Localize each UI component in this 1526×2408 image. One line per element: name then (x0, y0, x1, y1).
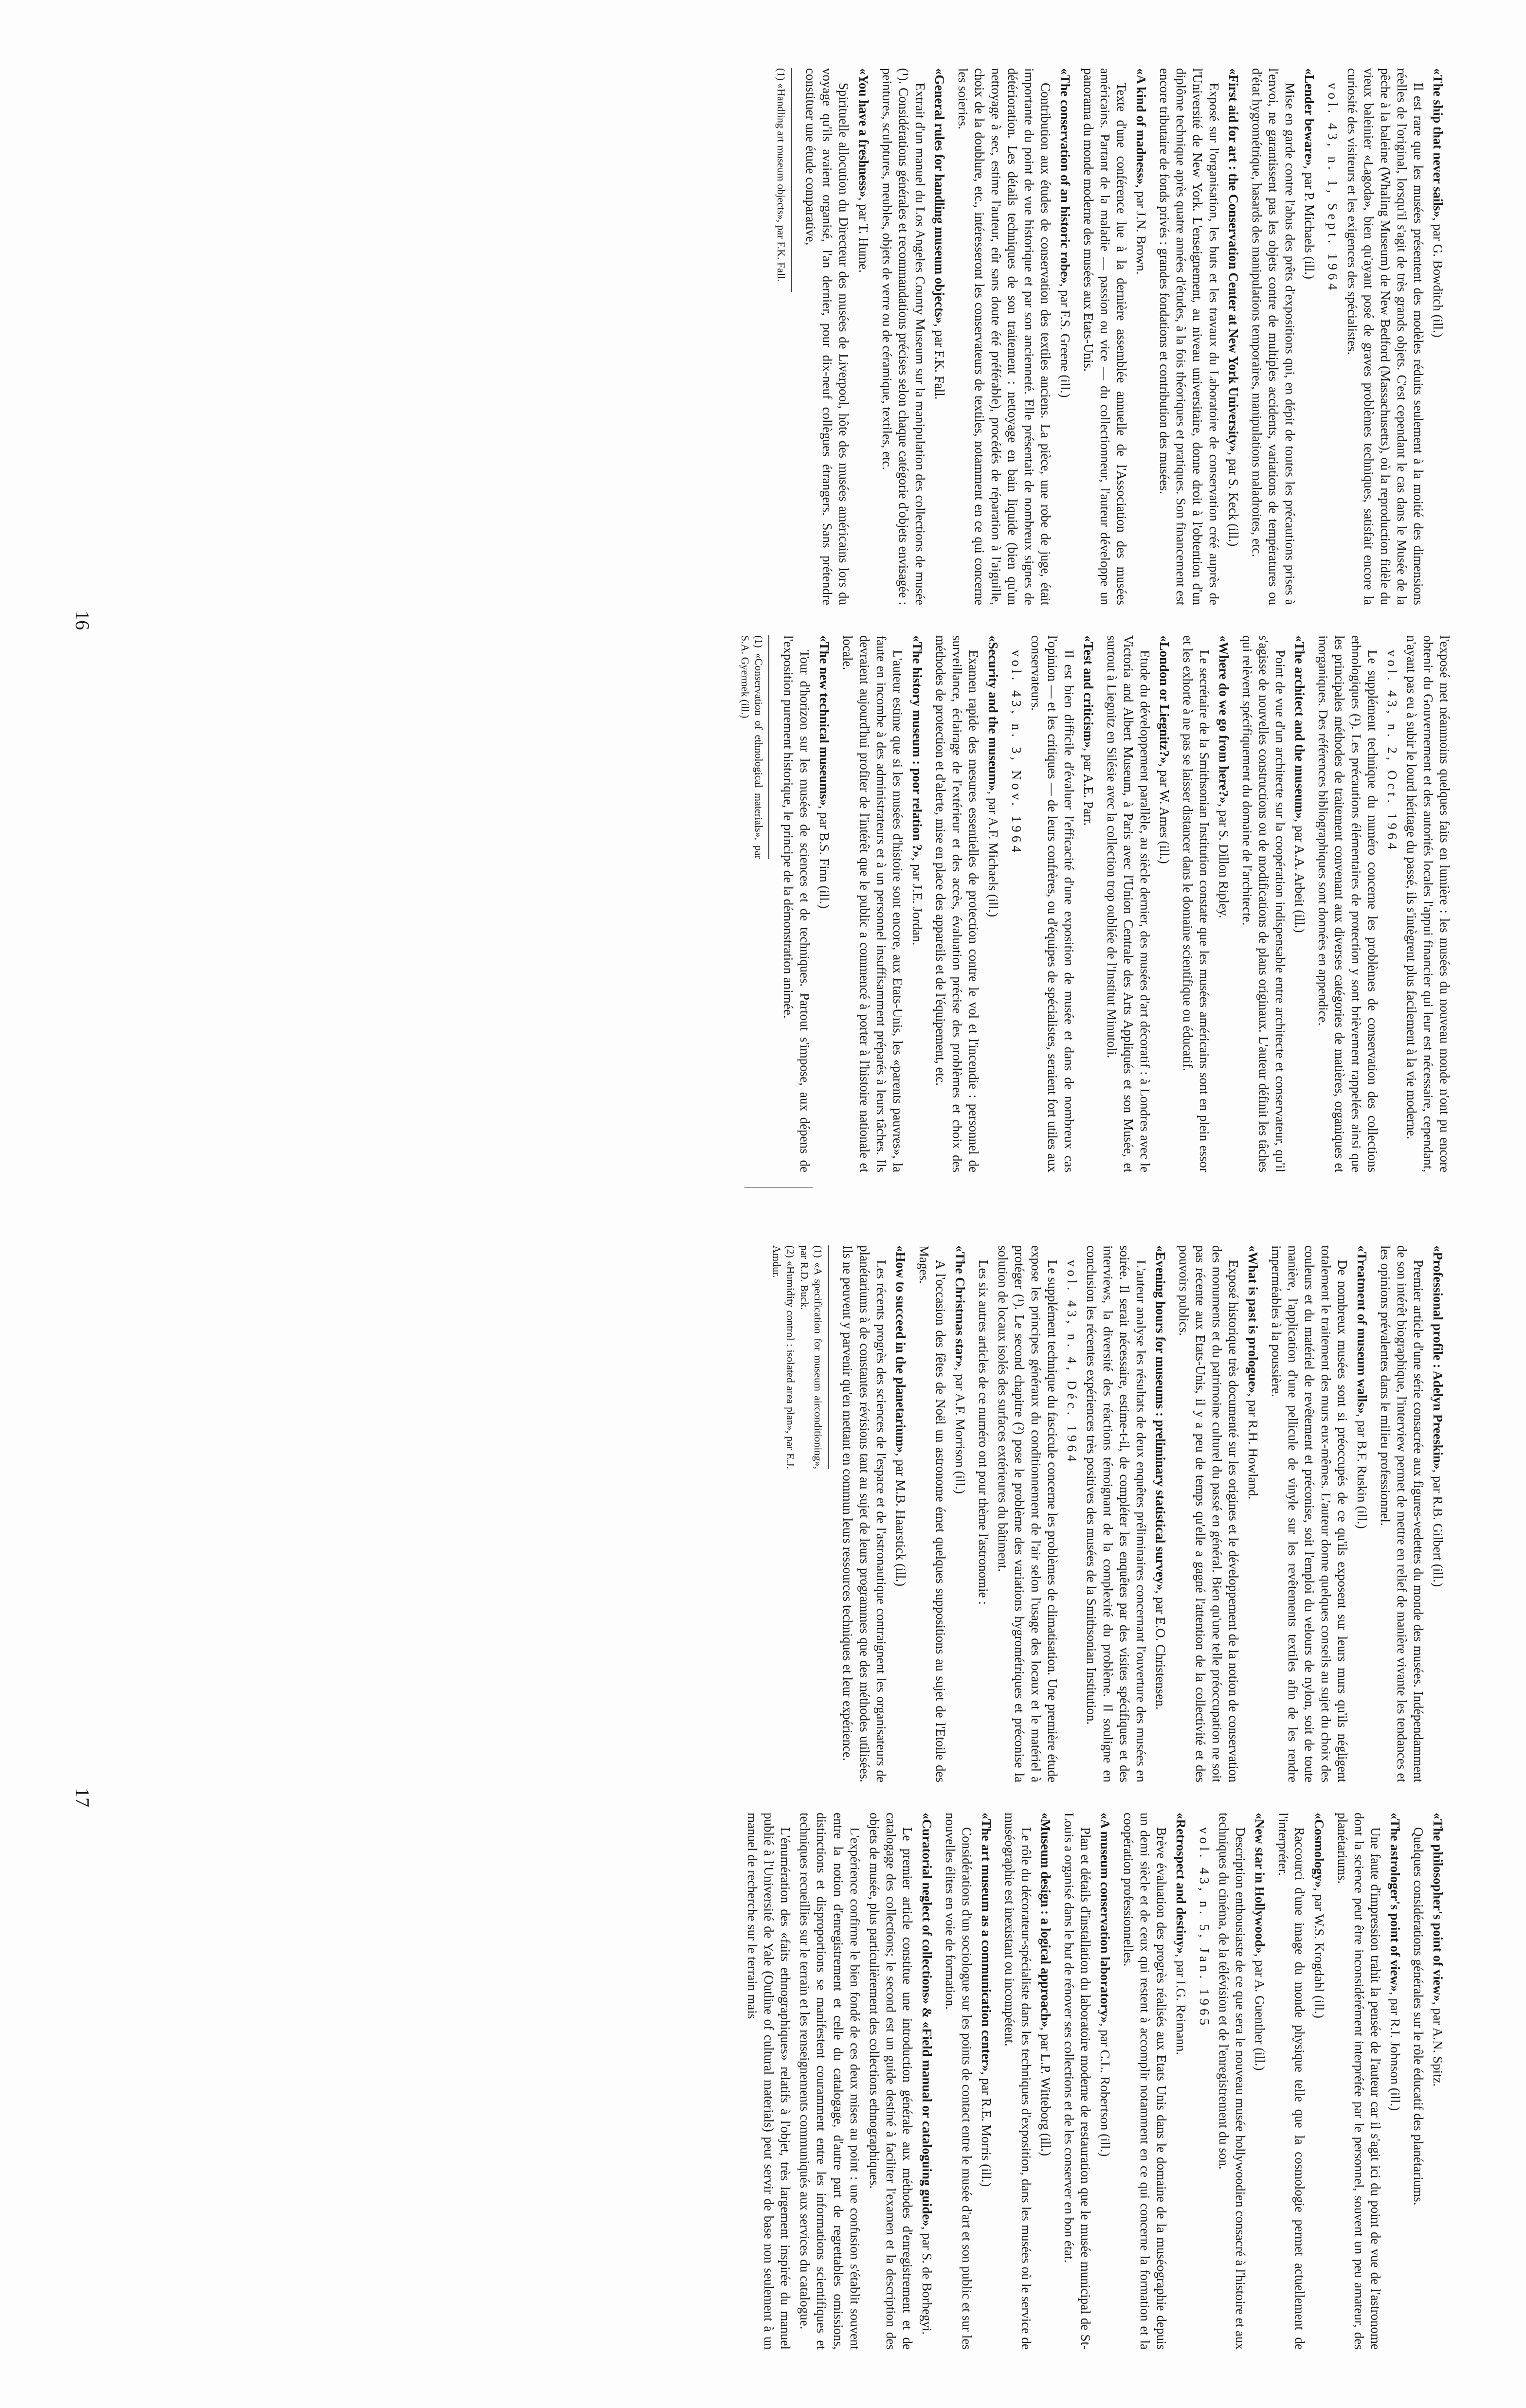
article-author: , par S. Dillon Ripley. (1216, 803, 1231, 918)
article-title: «A kind of madness» (1133, 68, 1148, 185)
summary-paragraph: Mise en garde contre l'abus des prêts d'expositions qui, en dépit de toutes les précautions prises à l'envoi, ne garantissent pas les objets contre de multiples accidents, variations de températures ou d'état hygrométrique, hasards des manipulations temporaires, manipulations maladroites, etc. (1249, 68, 1297, 605)
article-entry-heading (1156, 635, 1173, 1172)
footnote (738, 635, 769, 859)
summary-paragraph: Exposé historique très documenté sur les origines et le développement de la notion de conservation des monuments et du patrimoine culturel du passé en général. Bien qu'une telle préoccupation ne soit pas récente aux Etats-Unis, il y a peu de temps qu'elle a gagné l'attention de la collectivité et des pouvoirs publics. (1176, 1245, 1241, 1782)
article-title: «General rules for handling museum objects» (932, 68, 947, 324)
page-number-left: 16 (72, 611, 93, 630)
summary-paragraph: L'auteur estime que si les musées d'histoire sont encore, aux Etats-Unis, les «parents pauvres», la faute en incombe à des administrateurs et à un personnel insuffisamment préparés à leurs tâches. Ils devraient aujourd'hui profiter de l'intérêt que le public a commencé à porter à l'histoire nationale et locale. (840, 635, 905, 1172)
article-title: «Treatment of museum walls» (1354, 1245, 1369, 1414)
article-author: , par A.F. Morrison (ill.) (952, 1367, 967, 1494)
issue-heading: vol. 43, n. 5, Jan. 1965 (1197, 1827, 1212, 2029)
summary-paragraph: Les six autres articles de ce numéro ont pour thème l'astronomie : (976, 1260, 991, 1605)
summary-paragraph: Quelques considérations générales sur le rôle éducatif des planétariums. (1411, 1827, 1426, 2206)
article-title: «Cosmology» (1311, 1813, 1326, 1888)
footnote (774, 68, 792, 292)
article-entry-heading (1080, 635, 1097, 1172)
article-author: , par W.S. Krogdahl (ill.) (1311, 1887, 1326, 2018)
article-author: , par T. Hume. (856, 197, 871, 273)
article-title: «A museum conservation laboratory» (1097, 1813, 1112, 2023)
issue-heading: vol. 43, n. 1, Sept. 1964 (1325, 83, 1340, 294)
summary-paragraph: Une faute d'impression trahit la pensée de l'auteur car il s'agit ici du point de vue de l'astronome dont la science peut être inconsidérément interprétée par le personnel, souvent un peu amateur, des planétariums. (1335, 1813, 1383, 2350)
summary-paragraph: Le premier article constitue une introduction générale aux méthodes d'enregistrement et de catalogage des collections; le second est un guide destiné à faciliter l'examen et la description des objets de musée, plus particulièrement des collections ethnographiques. (867, 1813, 915, 2350)
article-entry-heading (892, 1245, 909, 1782)
article-author: , par R.H. Howland. (1245, 1393, 1260, 1500)
article-author: , par L.P. Witteborg (ill.) (1038, 2027, 1053, 2156)
article-entry-heading (1057, 68, 1073, 605)
article-entry-heading (1216, 635, 1232, 1172)
article-author: , par E.O. Christensen. (1153, 1590, 1168, 1710)
article-author: , par F.K. Fall. (932, 323, 947, 400)
summary-paragraph: Le secrétaire de la Smithsonian Institution constate que les musées américains sont en plein essor et les exhorte à ne pas se laisser distancer dans le domaine scientifique ou éducatif. (1180, 635, 1212, 1172)
issue-heading: vol. 43, n. 4, Déc. 1964 (1064, 1260, 1079, 1465)
article-title: «The astrologer's point of view» (1387, 1813, 1402, 1992)
article-entry-heading (1152, 1245, 1169, 1782)
article-entry-heading (931, 68, 948, 605)
summary-paragraph: Premier article d'une série consacrée aux figures-vedettes du monde des musées. Indépendamment de son intérêt biographique, l'interview permet de mettre en relief de manière vivante les tendances et les opinions prévalentes dans le milieu professionnel. (1378, 1245, 1426, 1782)
article-author: , par S. Keck (ill.) (1226, 452, 1241, 547)
article-entry-heading (1252, 1813, 1268, 2350)
article-entry-heading (1354, 1245, 1370, 1782)
article-entry-heading (919, 1813, 935, 2350)
footnote-line: (1) «Conservation of ethnological materials», par S.A. Gyermek (ill.) (739, 635, 765, 859)
article-title: «Where do we go from here?» (1216, 635, 1231, 804)
article-author: , par W. Ames (ill.) (1157, 763, 1172, 864)
article-author: , par I.G. Reimann. (1173, 1954, 1188, 2055)
summary-paragraph: De nombreux musées sont si préoccupés de ce qu'ils exposent sur leurs murs qu'ils négligent totalement le traitement des murs eux-mêmes. L'auteur donne quelques conseils au sujet du choix des couleurs et du matériel de revêtement et préconise, soit l'emploi du velours de nylon, soit de toute manière, l'application d'une pellicule de vinyle sur les revêtements textiles afin de les rendre imperméables à la poussière. (1269, 1245, 1350, 1782)
issue-heading: vol. 43, n. 2, Oct. 1964 (1384, 650, 1399, 853)
article-entry-heading (1387, 1813, 1403, 2350)
article-title: «The ship that never sails» (1431, 68, 1445, 218)
summary-paragraph: Examen rapide des mesures essentielles de protection contre le vol et l'incendie : personnel de surveillance, éclairage de l'extérieur et des accès, évaluation précise des problèmes et choix des méthodes de protection et d'alerte, mise en place des appareils et de l'équipement, etc. (933, 635, 981, 1172)
article-author: , par R.I. Johnson (ill.) (1387, 1992, 1402, 2111)
summary-paragraph: Raccourci d'une image du monde physique telle que la cosmologie permet actuellement de l'interpréter. (1275, 1813, 1307, 2350)
article-title: «Retrospect and destiny» (1173, 1813, 1188, 1954)
article-title: «Museum design : a logical approach» (1038, 1813, 1053, 2028)
article-entry-heading (1173, 1813, 1189, 2350)
left-page-column-2 (120, 635, 1453, 1172)
article-author: , par A. Guenther (ill.) (1252, 1953, 1267, 2071)
summary-paragraph: Il est bien difficile d'évaluer l'efficacité d'une exposition de musée et dans de nombreux cas l'opinion — et les critiques — de leurs confrères, ou d'équipes de spécialistes, seraient fort utiles aux conservateurs. (1028, 635, 1076, 1172)
summary-paragraph: Brève évaluation des progrès réalisés aux Etats Unis dans le domaine de la muséographie depuis un demi siècle et de ceux qui restent à accomplir notamment en ce qui concerne la formation et la coopération professionnelles. (1121, 1813, 1169, 2350)
summary-paragraph: Spirituelle allocution du Directeur des musées de Liverpool, hôte des musées américains lors du voyage qu'ils avaient organisé, l'an dernier, pour dix-neuf collègues étrangers. Sans prétendre constituer une étude comparative, (803, 68, 852, 605)
summary-paragraph: Le rôle du décorateur-spécialiste dans les techniques d'exposition, dans les musées où le service de muséographie est inexistant ou incompétent. (1002, 1813, 1034, 2350)
right-page-column-2 (120, 1813, 1453, 2350)
article-entry-heading (1430, 68, 1446, 605)
article-title: «New star in Hollywood» (1252, 1813, 1267, 1954)
summary-paragraph: Texte d'une conférence lue à la dernière assemblée annuelle de l'Association des musées américains. Partant de la maladie — passion ou vice — du collectionneur, l'auteur développe un panorama du monde moderne des musées aux Etats-Unis. (1081, 68, 1129, 605)
article-author: , par M.B. Haarstick (ill.) (893, 1453, 908, 1587)
article-entry-heading (952, 1245, 968, 1782)
article-author: , par R.B. Gilbert (ill.) (1431, 1469, 1445, 1587)
summary-paragraph: l'exposé met néanmoins quelques faits en lumière : les musées du nouveau monde n'ont pu encore obtenir du Gouvernement et des autorités locales l'appui financier qui leur est nécessaire, cependant, n'ayant pas eu à subir le lourd héritage du passé, ils s'intègrent plus facilement à la vie moderne. (1404, 635, 1452, 1172)
article-author: , par B.F. Ruskin (ill.) (1354, 1414, 1369, 1529)
article-title: «Evening hours for museums : preliminary statistical survey» (1153, 1245, 1168, 1591)
article-title: «Test and criticism» (1081, 635, 1096, 748)
article-author: , par J.E. Jordan. (909, 857, 925, 946)
article-title: «The new technical museums» (817, 635, 832, 806)
article-author: , par B.S. Finn (ill.) (817, 806, 832, 909)
article-author: , par A.F. Michaels (ill.) (985, 791, 1000, 917)
footnote (769, 1245, 829, 1469)
article-entry-heading (909, 635, 926, 1172)
article-author: , par S. de Borhegyi. (919, 2226, 934, 2335)
article-title: «You have a freshness» (856, 68, 871, 198)
article-entry-heading (816, 635, 833, 1172)
article-entry-heading (1430, 1245, 1446, 1782)
right-page (71, 1245, 1453, 2350)
article-title: «Lender beware» (1302, 68, 1317, 166)
summary-paragraph: Il est rare que les musées présentent des modèles réduits seulement à la moitié des dimensions réelles de l'original, lorsqu'il s'agit de très grands objets. C'est cependant le cas dans le Musée de la pêche à la baleine (Whaling Museum) de New Bedford (Massachusetts), où la reproduction fidèle du vieux baleinier «Lagoda», bien qu'ayant posé de graves problèmes techniques, satisfait encore la curiosité des visiteurs et les exigences des spécialistes. (1344, 68, 1426, 605)
article-entry-heading (855, 68, 872, 605)
article-title: «The conservation of an historic robe» (1057, 68, 1072, 284)
summary-paragraph: A l'occasion des fêtes de Noël un astronome émet quelques suppositions au sujet de l'Etoile des Mages. (916, 1245, 948, 1782)
article-title: «What is past is prologue» (1245, 1245, 1260, 1394)
left-page-column-1 (120, 68, 1453, 605)
footnote-line: (1) «Handling art museum objects», par F.K. Fall. (775, 68, 788, 282)
summary-paragraph: Contribution aux études de conservation des textiles anciens. La pièce, une robe de juge, était importante du point de vue historique et par son ancienneté. Elle présentait de nombreux signes de détérioration. Les détails techniques de son traitement : nettoyage en bain liquide (bien qu'un nettoyage à sec, estime l'auteur, eût sans doute été préférable), procédés de réparation à l'aiguille, choix de la doublure, etc., intéresseront les conservateurs de textiles, notamment en ce qui concerne les soieries. (955, 68, 1053, 605)
summary-paragraph: Point de vue d'un architecte sur la coopération indispensable entre architecte et conservateur, qu'il s'agisse de nouvelles constructions ou de modifications de plans originaux. L'auteur définit les tâches qui relèvent spécifiquement du domaine de l'architecte. (1239, 635, 1288, 1172)
article-entry-heading (985, 635, 1001, 1172)
article-author: , par P. Michaels (ill.) (1302, 165, 1317, 279)
article-title: «The Christmas star» (952, 1245, 967, 1367)
summary-paragraph: Le supplément technique du numéro concerne les problèmes de conservation des collections ethnologiques (¹). Les précautions élémentaires de protection y sont brièvement rappelées ainsi que les principales méthodes de traitement convenant aux diverses catégories de matières, organiques et inorganiques. Des références bibliographiques sont données en appendice. (1315, 635, 1380, 1172)
article-title: «The art museum as a communication center» (979, 1813, 994, 2072)
article-entry-heading (1225, 68, 1242, 605)
article-entry-heading (1301, 68, 1318, 605)
summary-paragraph: Exposé sur l'organisation, les buts et les travaux du Laboratoire de conservation créé auprès de l'Université de New York. L'enseignement, au niveau universitaire, donne droit à l'obtention d'un diplôme technique après quatre années d'études, à la fois théoriques et pratiques. Son financement est encore tributaire de fonds privés : grandes fondations et contribution des musées. (1157, 68, 1221, 605)
article-entry-heading (1311, 1813, 1327, 2350)
summary-paragraph: Considérations d'un sociologue sur les points de contact entre le musée d'art et son public et sur les nouvelles élites en voie de formation. (943, 1813, 974, 2350)
summary-paragraph: Description enthousiaste de ce que sera le nouveau musée hollywoodien consacré à l'histoire et aux techniques du cinéma, de la télévision et de l'enregistrement du son. (1216, 1813, 1248, 2350)
article-entry-heading (1245, 1245, 1261, 1782)
footnote-line: (1) «A specification for museum airconditioning», par R.D. Buck. (798, 1245, 825, 1469)
article-title: «Professional profile : Adelyn Preeskin» (1431, 1245, 1445, 1470)
summary-paragraph: L'énumération des «faits ethnographiques» relatifs à l'objet, très largement inspirée du manuel publié à l'Université de Yale (Outline of cultural materials) peut servir de base non seulement à un manuel de recherche sur le terrain mais (745, 1813, 793, 2350)
article-entry-heading (978, 1813, 995, 2350)
article-author: , par F.S. Greene (ill.) (1057, 283, 1072, 398)
left-page (71, 68, 1453, 1172)
article-title: «Security and the museum» (985, 635, 1000, 791)
summary-paragraph: Tour d'horizon sur les musées de sciences et de techniques. Partout s'impose, aux dépens de l'exposition purement historique, le principe de la démonstration animée. (781, 635, 813, 1172)
article-title: «Curatorial neglect of collections» & «Field manual or cataloguing guide» (919, 1813, 934, 2227)
summary-paragraph: L'auteur analyse les résultats de deux enquêtes préliminaires concernant l'ouverture des musées en soirée. Il serait nécessaire, estime-t-il, de compléter les enquêtes par des visites spécifiques et des interviews, la diversité des réactions témoignant de la complexité du problème. Il souligne en conclusion les récentes expériences très positives des musées de la Smithsonian Institution. (1084, 1245, 1148, 1782)
article-author: , par A.N. Spitz. (1431, 2001, 1445, 2087)
article-author: , par C.L. Robertson (ill.) (1097, 2023, 1112, 2157)
summary-paragraph: L'expérience confirme le bien fondé de ces deux mises au point : une confusion s'établit souvent entre la notion d'enregistrement et celle du catalogage, d'autre part de regrettables omissions, distinctions et disproportions se manifestent couramment entre les informations scientifiques et techniques recueillies sur le terrain et les renseignements communiqués aux services du catalogue. (798, 1813, 862, 2350)
article-title: «The history museum : poor relation ?» (909, 635, 925, 858)
article-title: «The architect and the museum» (1292, 635, 1307, 819)
summary-paragraph: Extrait d'un manuel du Los Angeles County Museum sur la manipulation des collections de musée (¹). Considérations générales et recommandations précises selon chaque catégorie d'objets envisagée : peintures, sculptures, meubles, objets de verre ou de céramique, textiles, etc. (879, 68, 927, 605)
article-entry-heading (1097, 1813, 1113, 2350)
article-title: «First aid for art : the Conservation Center at New York University» (1226, 68, 1241, 452)
article-title: «London or Liegnitz?» (1157, 635, 1172, 764)
article-title: «How to succeed in the planetarium» (893, 1245, 908, 1453)
article-author: , par G. Bowditch (ill.) (1431, 217, 1445, 338)
article-entry-heading (1430, 1813, 1446, 2350)
page-number-right: 17 (72, 1788, 93, 1807)
summary-paragraph: Plan et détails d'installation du laboratoire moderne de restauration que le musée municipal de St-Louis a organisé dans le but de rénover ses collections et de les conserver en bon état. (1061, 1813, 1093, 2350)
article-author: , par A.A. Arbeit (ill.) (1292, 819, 1307, 933)
summary-paragraph: Le supplément technique du fascicule concerne les problèmes de climatisation. Une première étude expose les principes généraux du conditionnement de l'air selon l'usage des locaux et le matériel à protéger (¹). Le second chapitre (²) pose le problème des variations hygrométriques et préconise la solution de locaux isolés des surfaces extérieures du bâtiment. (995, 1245, 1060, 1782)
article-author: , par A.E. Parr. (1081, 748, 1096, 826)
article-entry-heading (1037, 1813, 1054, 2350)
article-author: , par R.E. Morris (ill.) (979, 2071, 994, 2187)
issue-heading: vol. 43, n. 3, Nov. 1964 (1009, 650, 1024, 856)
right-page-column-1 (120, 1245, 1453, 1782)
summary-paragraph: Les récents progrès des sciences de l'espace et de l'astronautique contraignent les organisateurs de planétariums à de constantes révisions tant au sujet de leurs programmes que des méthodes utilisées. Ils ne peuvent y parvenir qu'en mettant en commun leurs ressources techniques et leur expérience. (840, 1245, 889, 1782)
summary-paragraph: Etude du développement parallèle, au siècle dernier, des musées d'art décoratif : à Londres avec le Victoria and Albert Museum, à Paris avec l'Union Centrale des Arts Appliqués et son Musée, et surtout à Liegnitz en Silésie avec la collection trop oubliée de l'Institut Minutoli. (1104, 635, 1152, 1172)
footnote-line: (2) «Humidity control : isolated area plan», par E.J. Amdur. (770, 1245, 797, 1469)
article-entry-heading (1133, 68, 1149, 605)
article-title: «The philosopher's point of view» (1431, 1813, 1445, 2002)
article-author: , par J.N. Brown. (1133, 184, 1148, 275)
article-entry-heading (1291, 635, 1308, 1172)
